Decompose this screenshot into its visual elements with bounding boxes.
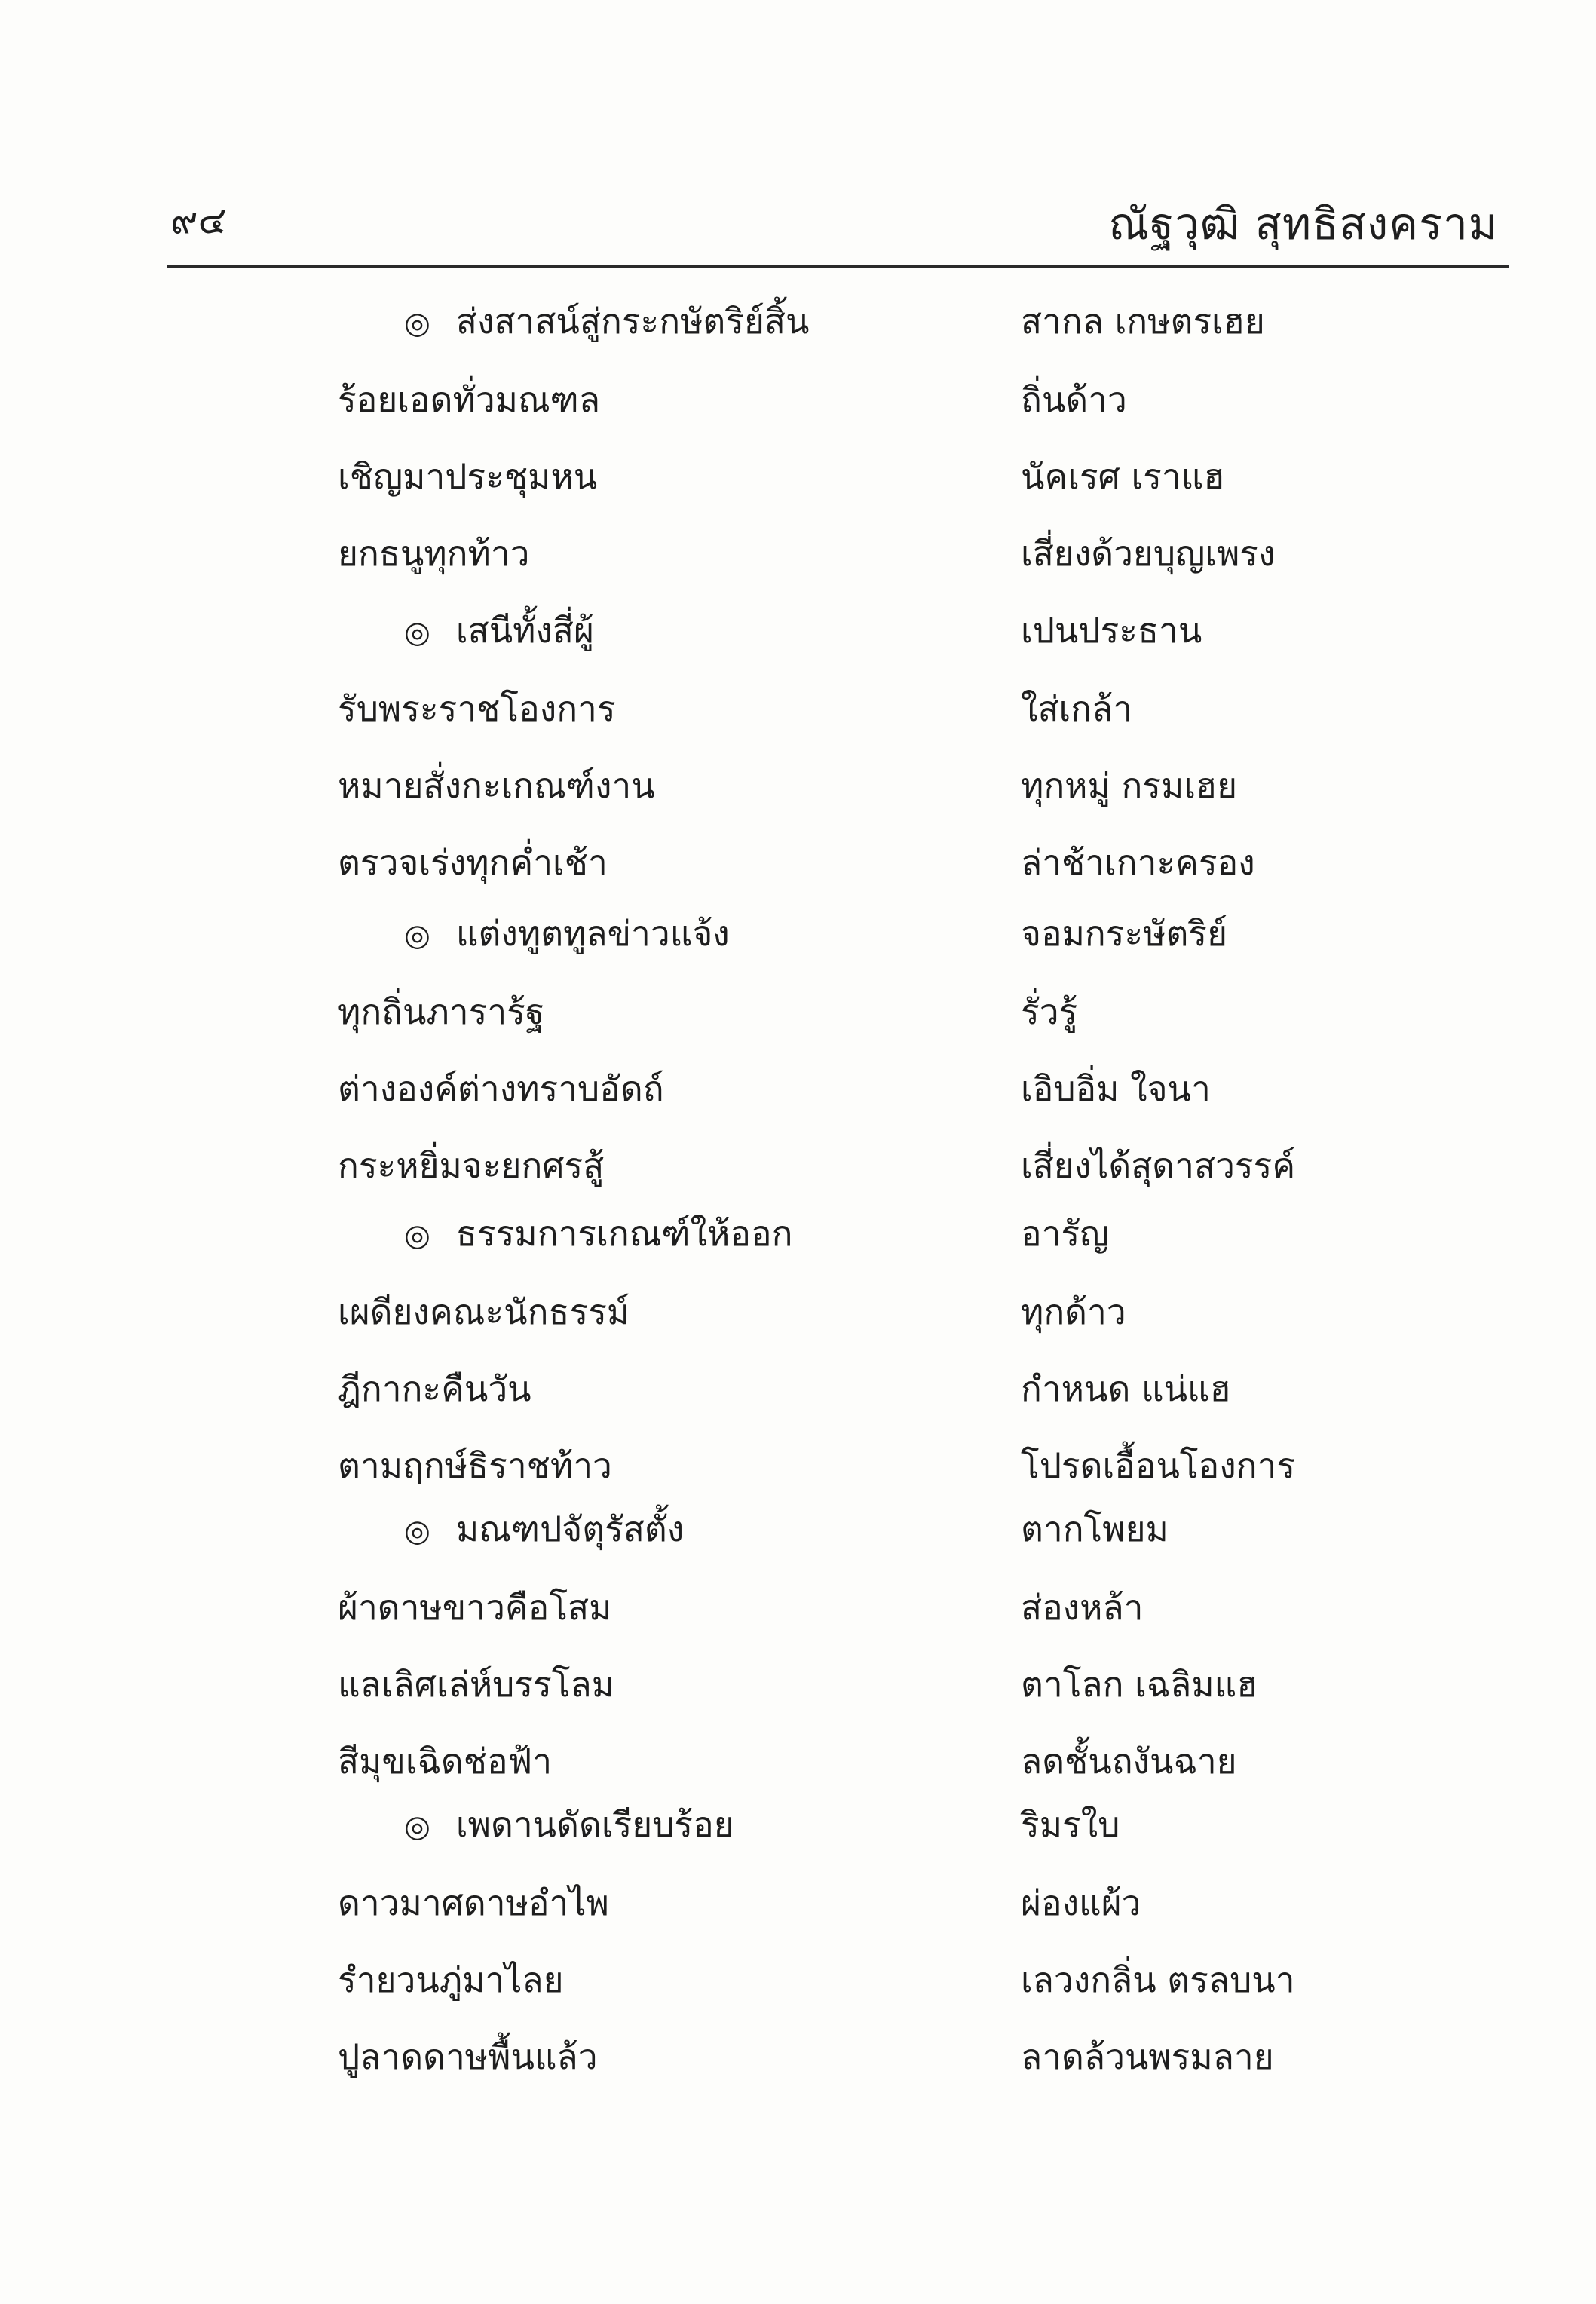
- verse-line-right: ตากโพยม: [1021, 1509, 1169, 1549]
- verse-line-left: [404, 609, 594, 654]
- verse-text: รำยวนภู่มาไลย: [338, 1959, 564, 2000]
- verse-line-left: [338, 1068, 664, 1110]
- verse-text: มณฑปจัตุรัสตั้ง: [455, 1509, 685, 1549]
- verse-line-right: ส่องหล้า: [1021, 1587, 1144, 1628]
- verse-line-left: [338, 532, 529, 574]
- verse-text: ส่งสาสน์สู่กระกษัตริย์สิ้น: [455, 301, 810, 342]
- verse-line-right: ตาโลก เฉลิมแฮ: [1021, 1664, 1258, 1705]
- verse-line-left: [338, 1291, 630, 1333]
- verse-text: แต่งทูตทูลข่าวแจ้ง: [455, 913, 730, 954]
- stanza-marker: ◎: [404, 1218, 430, 1253]
- verse-text: ยกธนูทุกท้าว: [338, 533, 530, 574]
- verse-line-left: [338, 455, 597, 498]
- verse-text: แลเลิศเล่ห์บรรโลม: [338, 1664, 615, 1705]
- verse-line-right: ใส่เกล้า: [1021, 688, 1133, 729]
- verse-text: กระหยิ่มจะยกศรสู้: [338, 1145, 605, 1186]
- stanza-marker: ◎: [404, 306, 430, 341]
- verse-line-left: [338, 1882, 609, 1924]
- verse-line-left: [338, 1586, 611, 1628]
- verse-text: เสนีทั้งสี่ผู้: [455, 610, 594, 651]
- verse-line-left: [404, 1212, 792, 1257]
- verse-line-left: [338, 1368, 531, 1410]
- verse-line-right: จอมกระษัตริย์: [1021, 913, 1228, 954]
- verse-line-right: ทุกหมู่ กรมเฮย: [1021, 765, 1238, 806]
- verse-line-right: นัคเรศ เราแฮ: [1021, 456, 1225, 497]
- verse-line-left: [338, 1663, 614, 1705]
- verse-line-right: ล่าช้าเกาะครอง: [1021, 842, 1255, 883]
- verse-text: ฎีกากะคืนวัน: [338, 1368, 531, 1409]
- verse-line-left: [404, 300, 809, 345]
- verse-line-left: [404, 912, 730, 957]
- verse-line-left: [338, 841, 608, 884]
- verse-text: เผดียงคณะนักธรรม์: [338, 1291, 630, 1332]
- verse-line-right: ลาดล้วนพรมลาย: [1021, 2036, 1274, 2077]
- page-number: ๙๔: [170, 198, 227, 242]
- verse-line-left: [338, 1445, 612, 1487]
- stanza-marker: ◎: [404, 1514, 430, 1549]
- verse-line-left: [338, 991, 544, 1033]
- verse-line-right: เสี่ยงได้สุดาสวรรค์: [1021, 1145, 1296, 1186]
- verse-line-left: [338, 688, 616, 730]
- verse-line-right: เอิบอิ่ม ใจนา: [1021, 1068, 1211, 1109]
- verse-line-right: ลดชั้นถงันฉาย: [1021, 1741, 1237, 1782]
- verse-line-right: ถิ่นด้าว: [1021, 379, 1127, 420]
- verse-line-right: กำหนด แน่แฮ: [1021, 1368, 1231, 1409]
- verse-text: ร้อยเอดทั่วมณฑล: [338, 379, 601, 420]
- verse-line-left: [404, 1508, 684, 1552]
- verse-line-right: อารัญ: [1021, 1213, 1110, 1254]
- verse-text: ตรวจเร่งทุกค่ำเช้า: [338, 842, 608, 883]
- stanza-marker: ◎: [404, 1809, 430, 1844]
- verse-text: ดาวมาศดาษอำไพ: [338, 1883, 609, 1923]
- verse-line-right: โปรดเอื้อนโองการ: [1021, 1445, 1296, 1486]
- verse-line-right: ริมรใบ: [1021, 1804, 1120, 1845]
- verse-line-left: [338, 1144, 604, 1187]
- verse-text: เชิญมาประชุมหน: [338, 456, 598, 497]
- verse-line-right: ผ่องแผ้ว: [1021, 1883, 1141, 1923]
- verse-text: หมายสั่งกะเกณฑ์งาน: [338, 765, 655, 806]
- verse-text: ปูลาดดาษพื้นแล้ว: [338, 2036, 598, 2077]
- verse-text: เพดานดัดเรียบร้อย: [455, 1804, 734, 1845]
- verse-line-left: [338, 764, 655, 807]
- verse-text: รับพระราชโองการ: [338, 688, 616, 729]
- verse-line-left: [338, 1740, 552, 1782]
- stanza-marker: ◎: [404, 615, 430, 650]
- verse-line-right: เสี่ยงด้วยบุญเพรง: [1021, 533, 1276, 574]
- verse-line-right: เปนประธาน: [1021, 610, 1202, 651]
- verse-text: ตามฤกษ์ธิราชท้าว: [338, 1445, 612, 1486]
- running-title: ณัฐวุฒิ สุทธิสงคราม: [1108, 198, 1498, 250]
- verse-line-left: [338, 1959, 564, 2001]
- verse-line-right: สากล เกษตรเฮย: [1021, 301, 1265, 342]
- verse-text: สีมุขเฉิดช่อฟ้า: [338, 1741, 553, 1782]
- verse-text: ต่างองค์ต่างทราบอัดถ์: [338, 1068, 664, 1109]
- verse-line-left: [338, 378, 600, 421]
- verse-text: ผ้าดาษขาวคือโสม: [338, 1587, 612, 1628]
- verse-line-left: [404, 1803, 734, 1848]
- verse-line-left: [338, 2036, 598, 2078]
- verse-text: ธรรมการเกณฑ์ให้ออก: [455, 1213, 793, 1254]
- verse-line-right: เลวงกลิ่น ตรลบนา: [1021, 1959, 1295, 2000]
- verse-line-right: รั่วรู้: [1021, 991, 1078, 1032]
- verse-text: ทุกถิ่นภาราร้ฐ: [338, 991, 545, 1032]
- verse-line-right: ทุกด้าว: [1021, 1291, 1126, 1332]
- stanza-marker: ◎: [404, 918, 430, 953]
